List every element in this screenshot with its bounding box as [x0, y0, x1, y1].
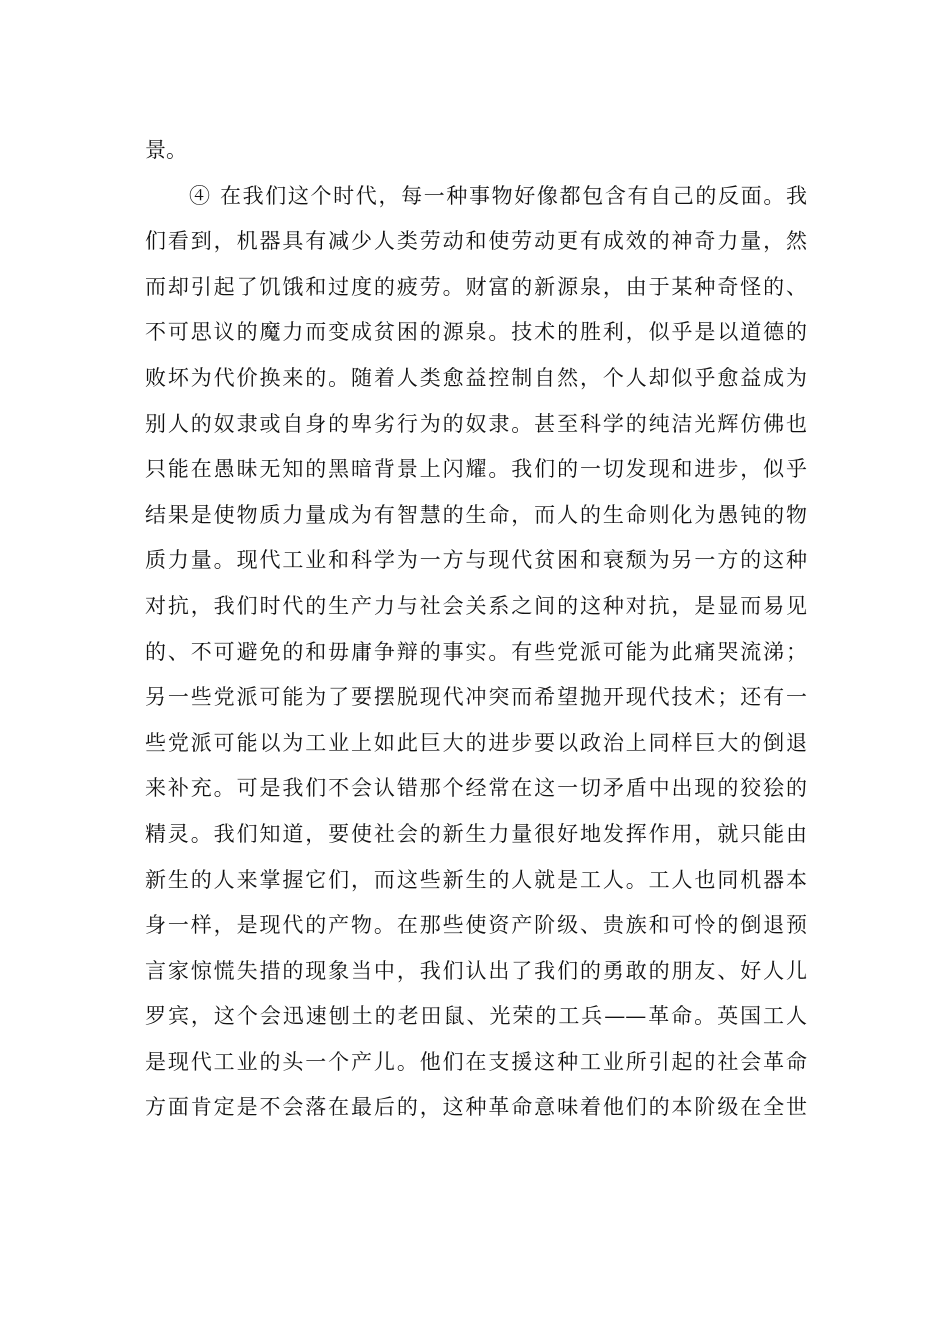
paragraph-line: 言家惊慌失措的现象当中，我们认出了我们的勇敢的朋友、好人儿: [145, 958, 807, 983]
paragraph-line: 罗宾，这个会迅速刨土的老田鼠、光荣的工兵——革命。英国工人: [145, 1004, 807, 1029]
paragraph-line: ④ 在我们这个时代，每一种事物好像都包含有自己的反面。我: [189, 183, 807, 208]
paragraph-line: 的、不可避免的和毋庸争辩的事实。有些党派可能为此痛哭流涕；: [145, 639, 807, 664]
paragraph-line: 新生的人来掌握它们，而这些新生的人就是工人。工人也同机器本: [145, 867, 807, 892]
continuation-line: 景。: [145, 138, 187, 162]
paragraph-line: 只能在愚昧无知的黑暗背景上闪耀。我们的一切发现和进步，似乎: [145, 457, 807, 482]
paragraph-line: 不可思议的魔力而变成贫困的源泉。技术的胜利，似乎是以道德的: [145, 320, 807, 345]
paragraph-line: 别人的奴隶或自身的卑劣行为的奴隶。甚至科学的纯洁光辉仿佛也: [145, 411, 807, 436]
paragraph-line: 们看到，机器具有减少人类劳动和使劳动更有成效的神奇力量，然: [145, 229, 807, 254]
paragraph-line: 结果是使物质力量成为有智慧的生命，而人的生命则化为愚钝的物: [145, 502, 807, 527]
paragraph-line: 对抗，我们时代的生产力与社会关系之间的这种对抗，是显而易见: [145, 593, 807, 618]
paragraph-line: 另一些党派可能为了要摆脱现代冲突而希望抛开现代技术；还有一: [145, 685, 807, 710]
paragraph-line: 而却引起了饥饿和过度的疲劳。财富的新源泉，由于某种奇怪的、: [145, 274, 807, 299]
paragraph-line: 方面肯定是不会落在最后的，这种革命意味着他们的本阶级在全世: [145, 1095, 807, 1120]
paragraph-line: 来补充。可是我们不会认错那个经常在这一切矛盾中出现的狡狯的: [145, 776, 807, 801]
paragraph-line: 是现代工业的头一个产儿。他们在支援这种工业所引起的社会革命: [145, 1049, 807, 1074]
paragraph-line: 些党派可能以为工业上如此巨大的进步要以政治上同样巨大的倒退: [145, 730, 807, 755]
paragraph-line: 败坏为代价换来的。随着人类愈益控制自然，个人却似乎愈益成为: [145, 365, 807, 390]
paragraph-line: 质力量。现代工业和科学为一方与现代贫困和衰颓为另一方的这种: [145, 548, 807, 573]
paragraph-line: 身一样，是现代的产物。在那些使资产阶级、贵族和可怜的倒退预: [145, 913, 807, 938]
paragraph-line: 精灵。我们知道，要使社会的新生力量很好地发挥作用，就只能由: [145, 821, 807, 846]
body-text: [145, 128, 807, 1131]
